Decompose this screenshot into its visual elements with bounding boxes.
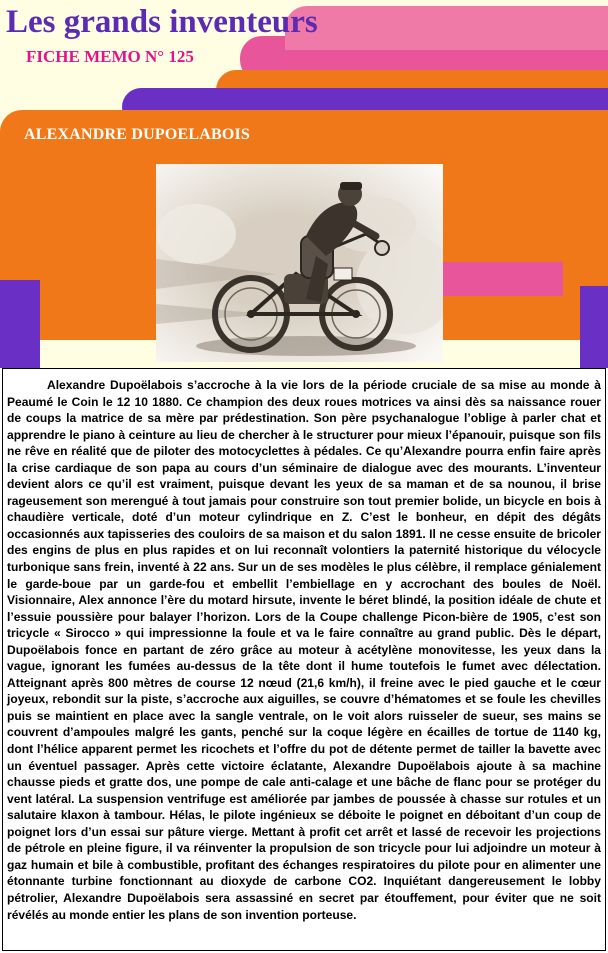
header-banner	[0, 0, 608, 368]
article-text: Alexandre Dupoëlabois s’accroche à la vie lors de la période cruciale de sa mise au monde à Peaumé le Coin le 12 10 1880. Ce champion des deux roues motrices va ainsi dès sa naissance rouer de coups la matrice de sa mère par prédestination. Son père psychanalogue l’oblige à parler chat et apprendre le piano à ceinture au lieu de chercher à le structurer pour mieux l’épanouir, puisque son fils ne rêve en réalité que de piloter des motocyclettes à pédales. Ce qu’Alexandre pourra enfin faire après la crise cardiaque de son papa au cours d’un séminaire de dialogue avec des mourants. L’inventeur devient alors ce qu’il est vraiment, puisque devant les yeux de sa maman et de sa nounou, il brise rageusement son merengué à tout jamais pour construire son tout premier bolide, un bicycle en bois à chaudière verticale, doté d’un moteur cylindrique en Z. C’est le bonheur, en dépit des dégâts occasionnés aux tapisseries des couloirs de sa maison et du salon 1891. Il ne cesse ensuite de bricoler des engins de plus en plus rapides et on lui reconnaît volontiers la paternité historique du vélocycle turbonique sans frein, inventé à 22 ans. Sur un de ses modèles le plus célèbre, il remplace génialement le garde-boue par un garde-fou et embellit l’embiellage en y accrochant des boules de Noël. Visionnaire, Alex annonce l’ère du motard hirsute, invente le béret blindé, la position idéale de chute et l’essuie poussière pour balayer l’horizon. Lors de la Coupe challenge Picon-bière de 1905, c’est son tricycle « Sirocco » qui impressionne la foule et va le faire connaître au grand public. Dès le départ, Dupoëlabois fonce en partant de zéro grâce au moteur à acétylène monovitesse, les yeux dans la vague, ignorant les fumées au-dessus de la tête dont il hume toutefois le fumet avec délectation. Atteignant après 800 mètres de course 12 nœud (21,6 km/h), il freine avec le pied gauche et le cœur joyeux, rebondit sur la piste, s’accroche aux aiguilles, se couvre d’hématomes et se foule les chevilles puis se maintient en place avec la sangle ventrale, on le voit alors ruisseler de sueur, ses mains se couvrent d’ampoules malgré les gants, penché sur la coque légère en écailles de tortue de 1140 kg, dont l’hélice apparent permet les ricochets et l’offre du pot de détente permet de tailler la bavette avec un éventuel passager. Après cette victoire éclatante, Alexandre Dupoëlabois ajoute à sa machine chausse pieds et gratte dos, une pompe de cale anti-calage et une bâche de flanc pour se protéger du vent latéral. La suspension ventrifuge est améliorée par jambes de poussée à chasse sur rotules et un salutaire klaxon à tambour. Hélas, le pilote ingénieux se déboite le poignet en déboitant d’un coup de poignet lors d’un essai sur pâture vierge. Mettant à profit cet arrêt et lassé de recevoir les projections de pétrole en pleine figure, il va réinventer la propulsion de son tricycle pour lui adjoindre un moteur à gaz humain et bile à combustible, profitant des échanges respiratoires du pilote pour en alimenter une étonnante turbine fonctionnant au dioxyde de carbone CO2. Inquiétant dangereusement le lobby pétrolier, Alexandre Dupoëlabois sera assassiné en secret par étouffement, pour éviter que ne soit révélés au monde entier les plans de son invention porteuse.	[7, 378, 601, 922]
pink-band-top	[285, 6, 608, 50]
article-box	[2, 368, 606, 951]
motorcycle-photo	[156, 164, 443, 362]
purple-right	[580, 286, 608, 368]
page-subtitle: FICHE MEMO N° 125	[26, 47, 194, 66]
motorcycle-illustration	[156, 164, 443, 362]
pink-strip	[443, 262, 563, 296]
purple-left	[0, 280, 40, 368]
inventor-name: ALEXANDRE DUPOELABOIS	[24, 126, 251, 143]
page-title: Les grands inventeurs	[6, 4, 318, 40]
